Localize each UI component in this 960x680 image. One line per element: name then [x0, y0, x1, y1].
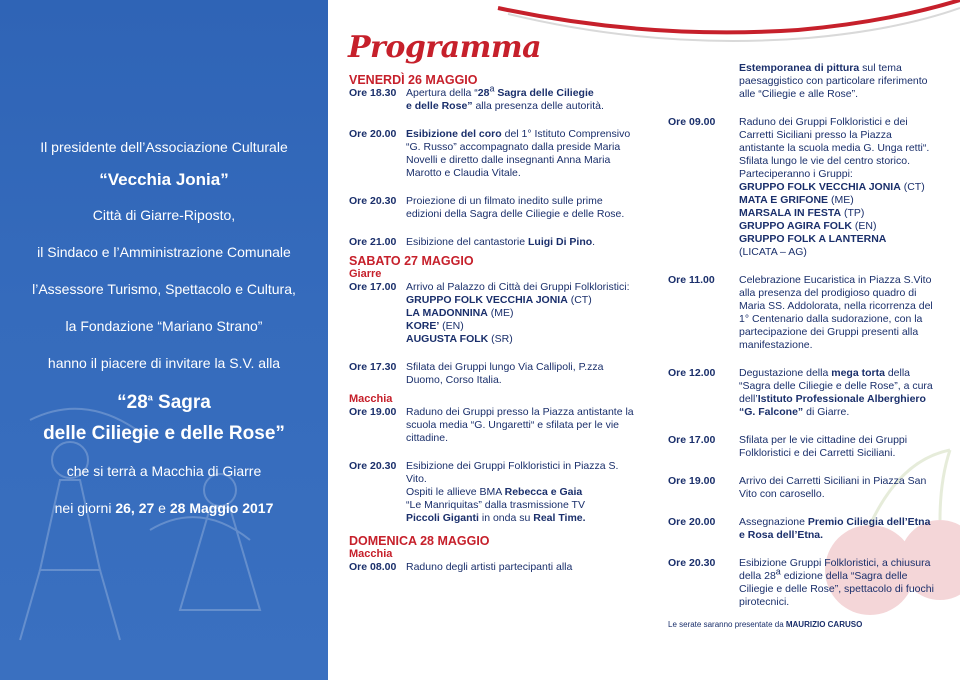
- event-sunday-0900: Ore 09.00 Raduno dei Gruppi Folkloristici e dei Carretti Siciliani presso la Piazza antistante la scuola media G. Unga retti“. Sfilata lungo le vie del centro storico. Parteciperanno i Gruppi: GRUPPO FOLK VECCHIA JONIA (CT) MATA E GRIFONE (ME) MARSALA IN FESTA (TP) GRUPPO AGIRA FOLK (EN) GRUPPO FOLK A LANTERNA (LICATA – AG): [668, 116, 930, 258]
- place-macchia-sunday: Macchia: [349, 548, 393, 560]
- event-saturday-1700: Ore 17.00 Arrivo al Palazzo di Città dei Gruppi Folkloristici: GRUPPO FOLK VECCHIA JONIA (CT) LA MADONNINA (ME) KORE’ (EN) AUGUSTA FOLK (SR): [349, 281, 630, 345]
- program-title: Programma: [348, 30, 542, 65]
- event-sunday-1100: Ore 11.00 Celebrazione Eucaristica in Piazza S.Vito alla presenza del prodigioso quadro di Maria SS. Addolorata, nella ricorrenza del 1° Centenario dalla sudorazione, con la partecipazione dei Gruppi presenti alla manifestazione.: [668, 274, 933, 351]
- event-sunday-0800-continued: Estemporanea di pittura sul tema paesaggistico con particolare riferimento alle “Ciliegie e alle Rose”.: [739, 62, 928, 100]
- place-macchia-saturday: Macchia: [349, 393, 393, 405]
- event-friday-2100: Ore 21.00 Esibizione del cantastorie Luigi Di Pino.: [349, 236, 596, 248]
- invitation-panel: [0, 0, 328, 680]
- invite-line-assessor: l’Assessore Turismo, Spettacolo e Cultura,: [32, 281, 296, 297]
- event-sunday-1900: Ore 19.00 Arrivo dei Carretti Siciliani in Piazza San Vito con carosello.: [668, 475, 927, 500]
- event-saturday-1730: Ore 17.30 Sfilata dei Gruppi lungo Via Callipoli, P.zza Duomo, Corso Italia.: [349, 361, 604, 386]
- invite-line-dates: nei giorni 26, 27 e 28 Maggio 2017: [54, 500, 274, 516]
- day-heading-saturday: SABATO 27 MAGGIO: [349, 254, 474, 268]
- event-friday-1830: Ore 18.30 Apertura della “28$^a$ Sagra delle Ciliegie e delle Rose” alla presenza delle autorità.: [349, 83, 604, 112]
- event-friday-2000: Ore 20.00 Esibizione del coro del 1° Istituto Comprensivo “G. Russo” accompagnato dalla preside Maria Novelli e diretto dalle insegnanti Anna Maria Marotto e Claudia Vitale.: [349, 128, 631, 179]
- day-heading-sunday: DOMENICA 28 MAGGIO: [349, 534, 490, 548]
- invite-line-city: Città di Giarre-Riposto,: [92, 207, 236, 223]
- presenter-note: Le serate saranno presentate da MAURIZIO CARUSO: [668, 620, 863, 629]
- program-column-2: [668, 62, 938, 631]
- place-giarre: Giarre: [349, 268, 382, 280]
- program-column-1: [349, 70, 634, 589]
- event-friday-2030: Ore 20.30 Proiezione di un filmato inedito sulle prime edizioni della Sagra delle Ciliegie e delle Rose.: [349, 195, 625, 220]
- invite-line-president: Il presidente dell’Associazione Culturale: [40, 139, 288, 155]
- invite-line-invite: hanno il piacere di invitare la S.V. alla: [47, 355, 281, 371]
- invite-line-location: che si terrà a Macchia di Giarre: [66, 463, 262, 479]
- invite-line-mayor: il Sindaco e l’Amministrazione Comunale: [37, 244, 291, 260]
- event-name-line1: “28$^a$ Sagra: [117, 392, 211, 413]
- program-panel: [328, 0, 960, 680]
- day-heading-friday: VENERDÌ 26 MAGGIO: [349, 73, 478, 87]
- event-sunday-1700: Ore 17.00 Sfilata per le vie cittadine dei Gruppi Folkloristici e dei Carretti Siciliani.: [668, 434, 908, 459]
- invite-line-foundation: la Fondazione “Mariano Strano”: [65, 318, 263, 334]
- invitation-text: [0, 138, 328, 536]
- event-sunday-1200: Ore 12.00 Degustazione della mega torta della “Sagra delle Ciliegie e delle Rose”, a cura dell’Istituto Professionale Alberghiero “G. Falcone” di Giarre.: [668, 367, 933, 418]
- event-sunday-2000: Ore 20.00 Assegnazione Premio Ciliegia dell’Etna e Rosa dell’Etna.: [668, 516, 931, 541]
- event-sunday-2030: Ore 20.30 Esibizione Gruppi Folkloristici, a chiusura della 28$^a$ edizione della “Sagra delle Ciliegie e delle Rose”, spettacolo di fuochi pirotecnici.: [668, 557, 934, 608]
- event-saturday-2030: Ore 20.30 Esibizione dei Gruppi Folkloristici in Piazza S. Vito. Ospiti le allieve BMA Rebecca e Gaia “Le Manriquitas” dalla trasmissione TV Piccoli Giganti in onda su Real Time.: [349, 460, 619, 524]
- event-sunday-0800: Ore 08.00 Raduno degli artisti partecipanti alla: [349, 561, 573, 573]
- event-saturday-1900: Ore 19.00 Raduno dei Gruppi presso la Piazza antistante la scuola media “G. Ungaretti“ e sfilata per le vie cittadine.: [349, 406, 634, 444]
- association-name: “Vecchia Jonia”: [99, 170, 229, 189]
- event-name-line2: delle Ciliegie e delle Rose”: [43, 423, 285, 444]
